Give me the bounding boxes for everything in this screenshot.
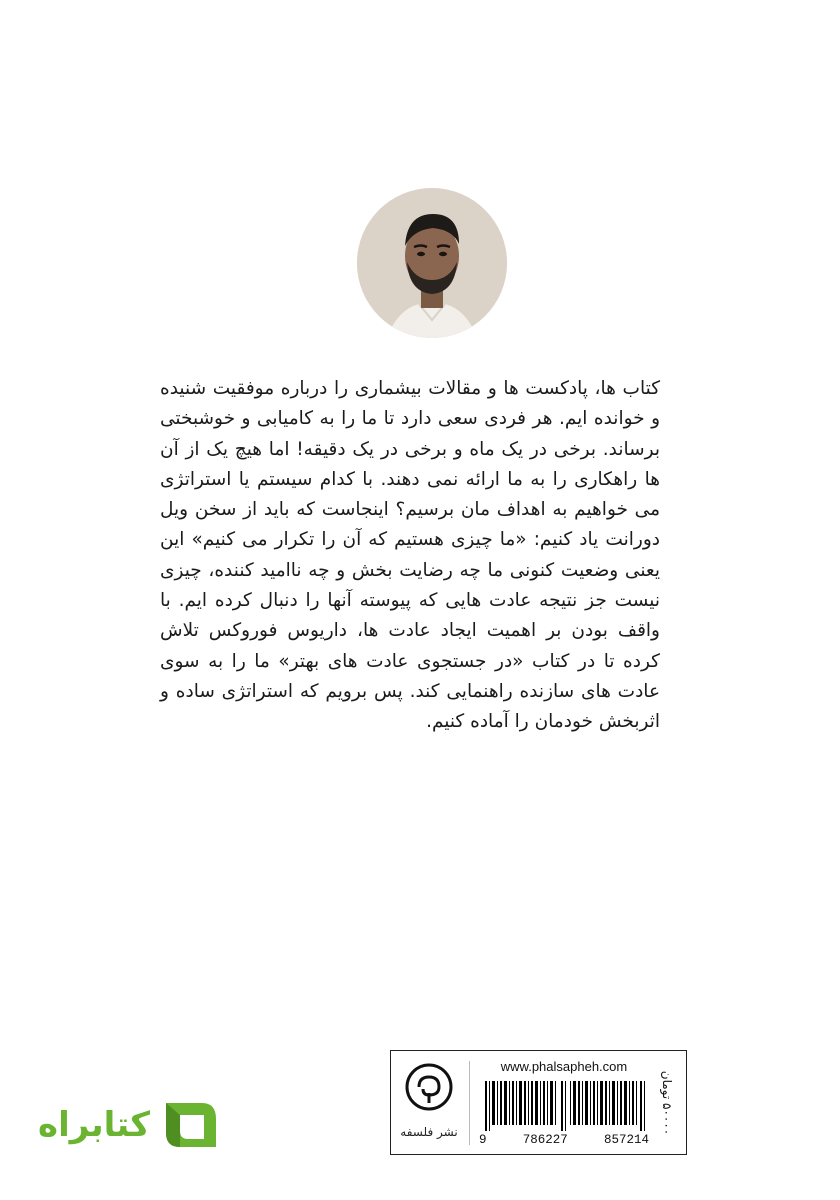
author-portrait-icon bbox=[357, 188, 507, 338]
price-text: ۵۰۰۰۰ تومان bbox=[660, 1070, 674, 1136]
store-logo bbox=[38, 1090, 222, 1160]
isbn-number bbox=[479, 1133, 649, 1147]
info-divider bbox=[469, 1061, 470, 1145]
book-blurb bbox=[160, 374, 660, 738]
isbn-part: 857214 bbox=[603, 1133, 649, 1147]
publisher-name: نشر فلسفه bbox=[400, 1125, 458, 1139]
store-name: کتابراه bbox=[38, 1105, 151, 1145]
publisher-logo-icon bbox=[405, 1063, 453, 1111]
author-photo bbox=[357, 188, 507, 338]
price-label bbox=[653, 1057, 681, 1149]
publisher-website: www.phalsapheh.com bbox=[500, 1059, 628, 1074]
book-leaf-icon bbox=[158, 1093, 222, 1157]
publisher-info-box bbox=[390, 1050, 687, 1155]
isbn-part: 786227 bbox=[522, 1133, 568, 1147]
isbn-part: 9 bbox=[479, 1133, 487, 1147]
blurb-text: کتاب ها، پادکست ها و مقالات بیشماری را درباره موفقیت شنیده و خوانده ایم. هر فردی سعی دارد تا ما را به کامیابی و خوشبختی برساند. برخی در یک ماه و برخی در یک دقیقه! اما هیچ یک از آن ها راهکاری را به ما ارائه نمی دهند. با کدام سیستم یا استراتژی می خواهیم به اهداف مان برسیم؟ اینجاست که باید از سخن ویل دورانت یاد کنیم: «ما چیزی هستیم که آن را تکرار می کنیم» این یعنی وضعیت کنونی ما چه رضایت بخش و چه ناامید کننده، چیزی نیست جز نتیجه عادت هایی که پیوسته آنها را دنبال کرده ایم. با واقف بودن بر اهمیت ایجاد عادت ها، داریوس فوروکس تلاش کرده تا در کتاب «در جستجوی عادت های بهتر» ما را به سوی عادت های سازنده راهنمایی کند. پس برویم که استراتژی ساده و اثربخش خودمان را آماده کنیم. bbox=[160, 378, 660, 733]
isbn-barcode bbox=[485, 1081, 647, 1131]
